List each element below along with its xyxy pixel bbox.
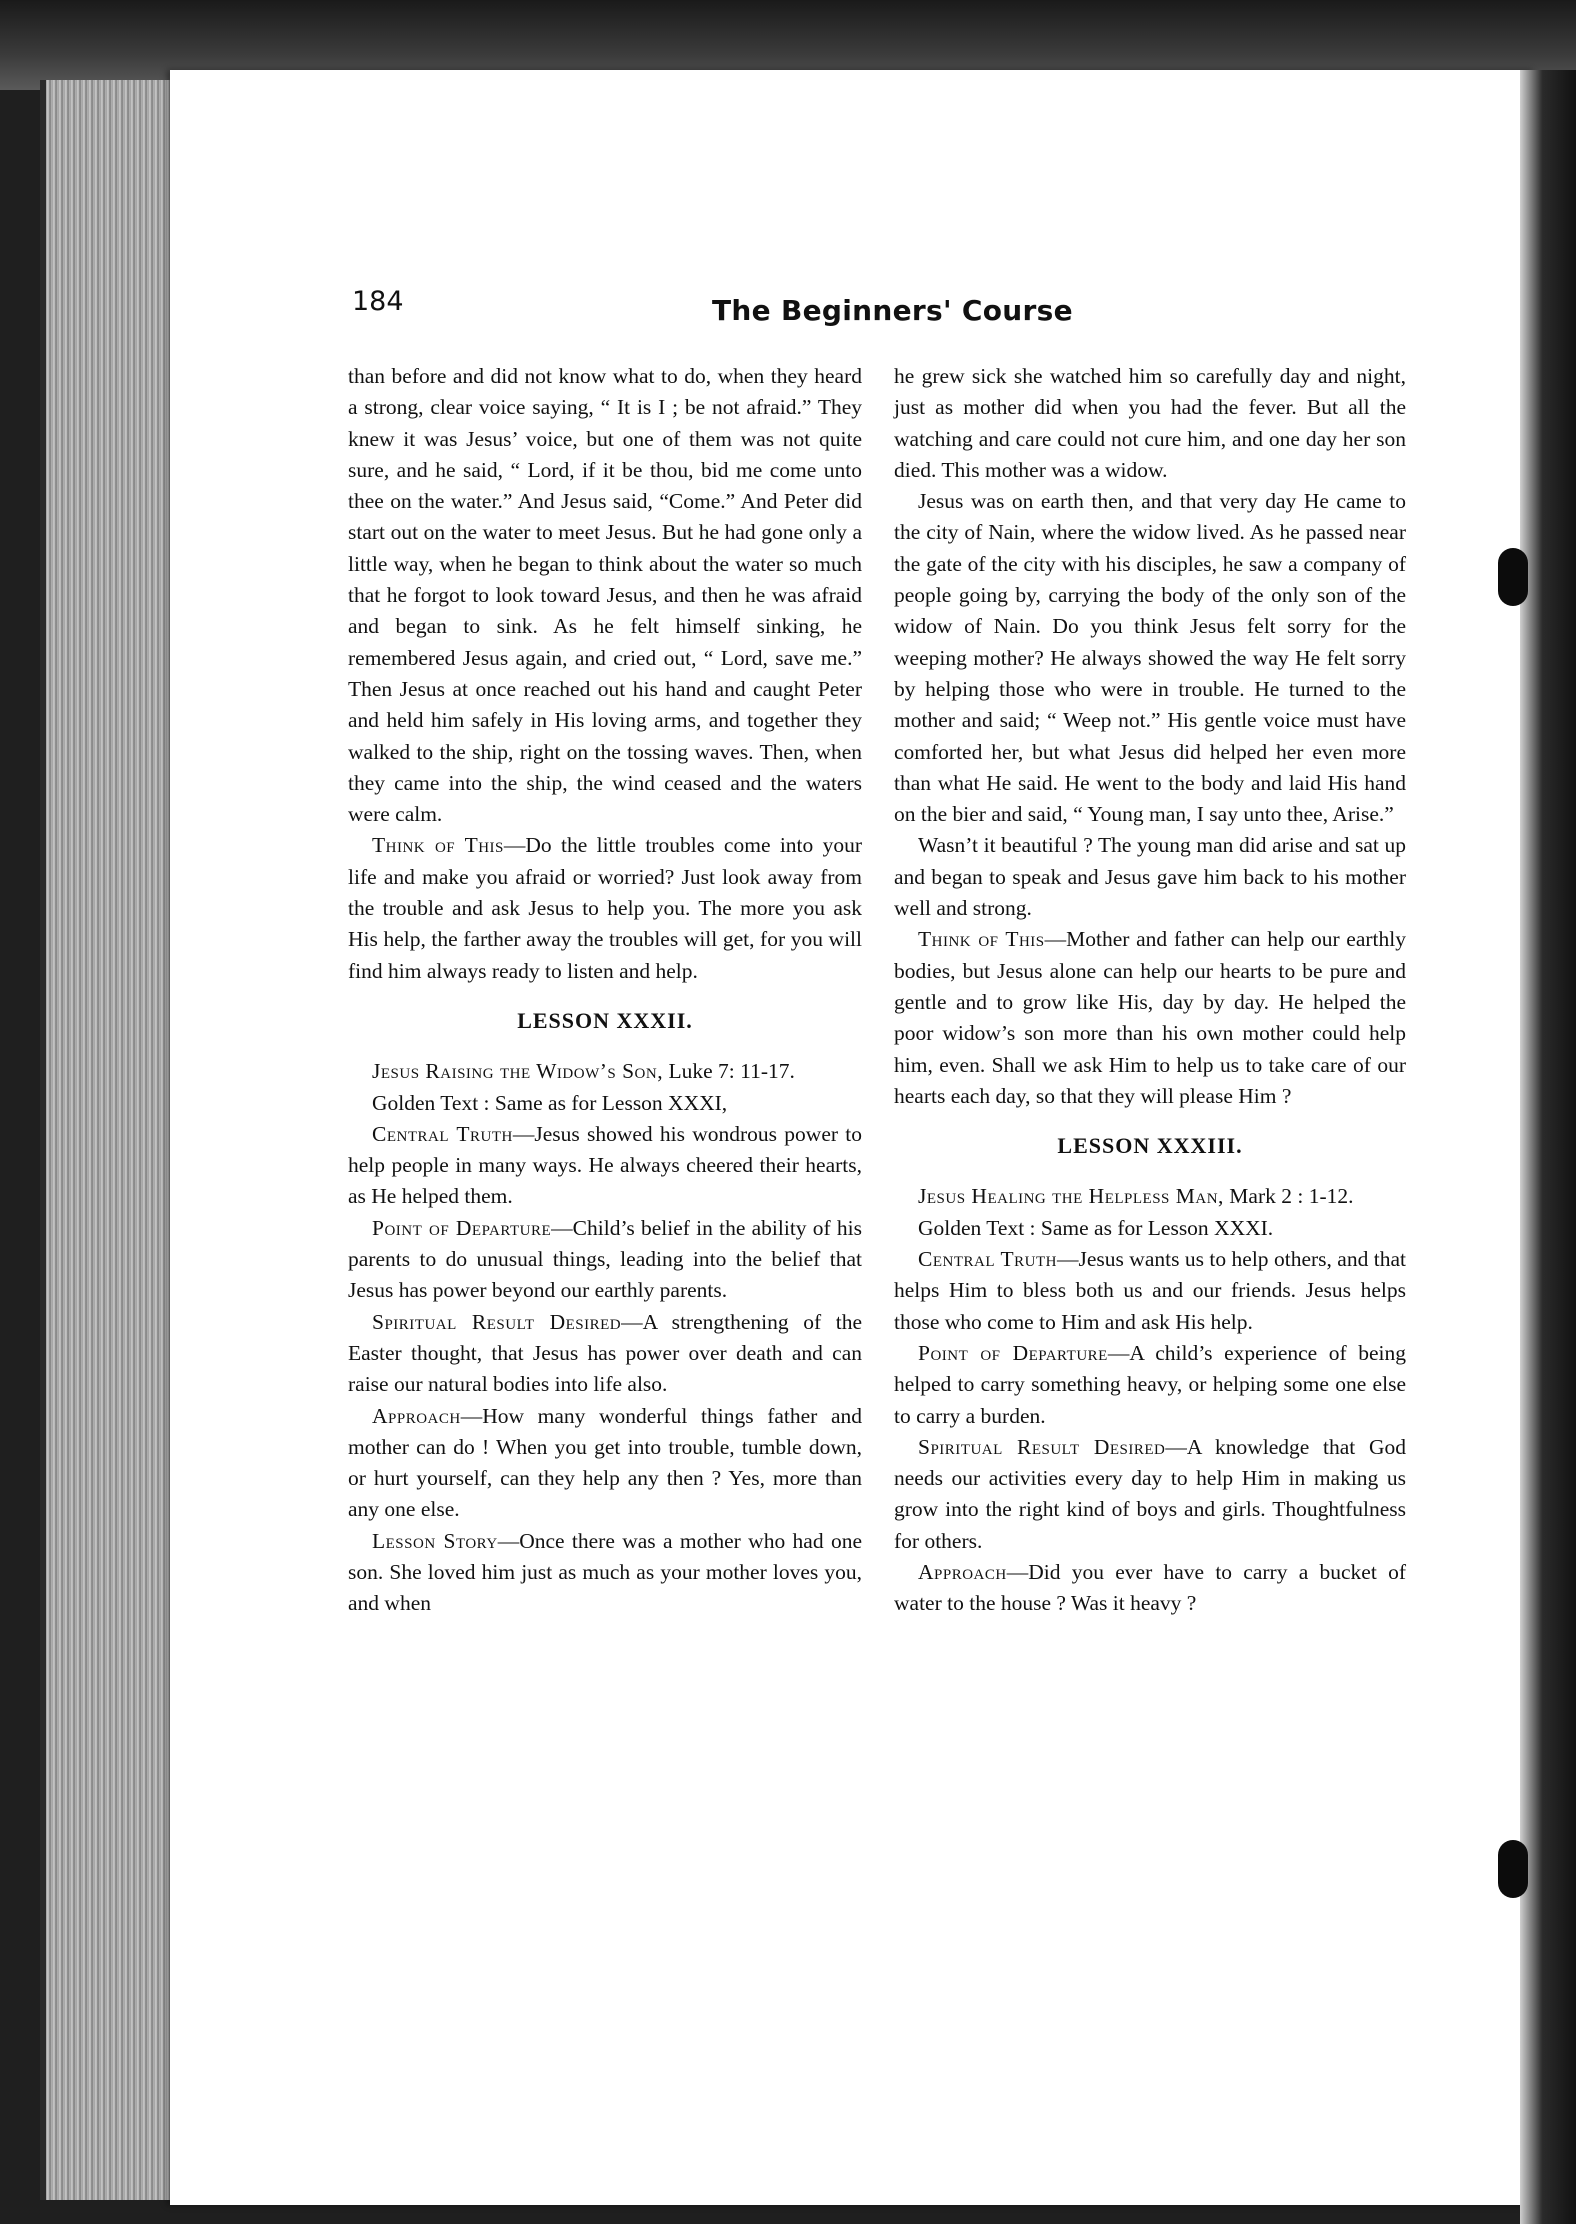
central-truth-label: Central Truth [918, 1247, 1057, 1272]
page-number: 184 [352, 286, 404, 317]
book-page-edges [40, 80, 186, 2200]
point-of-departure-text: —A child’s experience of being helped to carry something heavy, or helping some one else to carry a burden. [894, 1340, 1406, 1428]
approach-label: Approach [372, 1403, 461, 1428]
approach-paragraph [348, 1401, 862, 1526]
point-of-departure-label: Point of Departure [918, 1340, 1108, 1365]
left-column [348, 361, 862, 1620]
central-truth-paragraph [894, 1244, 1406, 1338]
approach-paragraph [894, 1557, 1406, 1620]
lesson-heading: LESSON XXXIII. [1057, 1133, 1243, 1159]
lesson-story-paragraph [348, 1526, 862, 1620]
central-truth-paragraph [348, 1119, 862, 1213]
binder-hole-icon [1498, 548, 1528, 606]
golden-text: Golden Text : Same as for Lesson XXXI. [918, 1215, 1274, 1240]
lesson-reference: Mark 2 : 1-12. [1223, 1184, 1354, 1209]
lesson-story-text: —Once there was a mother who had one son. She loved him just as much as your mother loves you, and when [348, 1528, 862, 1616]
approach-label: Approach [918, 1559, 1007, 1584]
binder-hole-icon [1498, 1840, 1528, 1898]
think-text: —Do the little troubles come into your life and make you afraid or worried? Just look away from the trouble and ask Jesus to help you. The more you ask His help, the farther away the troubles will get, for you will find him always ready to listen and help. [348, 833, 863, 983]
page-gutter-shadow [1520, 70, 1576, 2224]
point-of-departure-label: Point of Departure [372, 1215, 552, 1240]
point-of-departure-paragraph [894, 1338, 1406, 1432]
spiritual-result-label: Spiritual Result Desired [918, 1434, 1166, 1459]
lesson-heading: LESSON XXXII. [517, 1007, 693, 1033]
point-of-departure-paragraph [348, 1213, 862, 1307]
approach-text: —Did you ever have to carry a bucket of water to the house ? Was it heavy ? [894, 1559, 1406, 1616]
lesson-story-label: Lesson Story [372, 1528, 498, 1553]
central-truth-text: —Jesus showed his wondrous power to help people in many ways. He always cheered their hearts, as He helped them. [348, 1121, 862, 1209]
spiritual-result-paragraph [348, 1307, 862, 1401]
spiritual-result-text: —A strengthening of the Easter thought, that Jesus has power over death and can raise our natural bodies into life also. [348, 1309, 862, 1397]
running-head-title: The Beginners' Course [712, 294, 1073, 327]
think-of-this-paragraph [894, 924, 1406, 1112]
story-paragraph: Jesus was on earth then, and that very day He came to the city of Nain, where the widow lived. As he passed near the gate of the city with his disciples, he saw a company of people going by, carrying the body of the only son of the widow of Nain. Do you think Jesus felt sorry for the weeping mother? He always showed the way He felt sorry by helping those who were in trouble. He turned to the mother and said; “ Weep not.” His gentle voice must have comforted her, but what Jesus did helped her even more than what He said. He went to the body and laid His hand on the bier and said, “ Young man, I say unto thee, Arise.” [894, 489, 1406, 827]
think-text: —Mother and father can help our earthly bodies, but Jesus alone can help our hearts to be pure and gentle and to grow like His, day by day. He helped the poor widow’s son more than his own mother could help him, even. Shall we ask Him to help us to take care of our hearts each day, so that they will please Him ? [894, 927, 1406, 1108]
think-label: Think of This [918, 927, 1045, 952]
spiritual-result-paragraph [894, 1432, 1406, 1557]
spiritual-result-label: Spiritual Result Desired [372, 1309, 622, 1334]
lesson-title-label: Jesus Raising the Widow’s Son, [372, 1059, 664, 1084]
point-of-departure-text: —Child’s belief in the ability of his parents to do unusual things, leading into the belief that Jesus has power beyond our earthly parents. [348, 1215, 862, 1303]
lesson-title [894, 1181, 1406, 1212]
think-of-this-paragraph [348, 830, 862, 986]
approach-text: —How many wonderful things father and mother can do ! When you get into trouble, tumble down, or hurt yourself, can they help any then ? Yes, more than any one else. [348, 1403, 862, 1522]
spiritual-result-text: —A knowledge that God needs our activities every day to help Him in making us grow into the right kind of boys and girls. Thoughtfulness for others. [894, 1434, 1406, 1553]
lesson-title-label: Jesus Healing the Helpless Man, [918, 1184, 1224, 1209]
story-paragraph: Wasn’t it beautiful ? The young man did arise and sat up and began to speak and Jesus gave him back to his mother well and strong. [894, 833, 1406, 921]
lesson-reference: Luke 7: 11-17. [663, 1059, 795, 1084]
central-truth-text: —Jesus wants us to help others, and that helps Him to bless both us and our friends. Jesus helps those who come to Him and ask His help. [894, 1247, 1406, 1334]
right-column [894, 361, 1406, 1620]
golden-text: Golden Text : Same as for Lesson XXXI, [372, 1090, 728, 1115]
lesson-title [348, 1056, 862, 1087]
story-paragraph: than before and did not know what to do, when they heard a strong, clear voice saying, “ It is I ; be not afraid.” They knew it was Jesus’ voice, but one of them was not quite sure, and he said, “ Lord, if it be thou, bid me come unto thee on the water.” And Jesus said, “Come.” And Peter did start out on the water to meet Jesus. But he had gone only a little way, when he began to think about the water so much that he forgot to look toward Jesus, and then he was afraid and began to sink. As he felt himself sinking, he remembered Jesus again, and cried out, “ Lord, save me.” Then Jesus at once reached out his hand and caught Peter and held him safely in His loving arms, and together they walked to the ship, right on the tossing waves. Then, when they came into the ship, the wind ceased and the waters were calm. [348, 364, 862, 827]
central-truth-label: Central Truth [372, 1121, 513, 1146]
think-label: Think of This [372, 833, 504, 858]
story-continued-paragraph: he grew sick she watched him so carefully day and night, just as mother did when you had the fever. But all the watching and care could not cure him, and one day her son died. This mother was a widow. [894, 364, 1406, 482]
